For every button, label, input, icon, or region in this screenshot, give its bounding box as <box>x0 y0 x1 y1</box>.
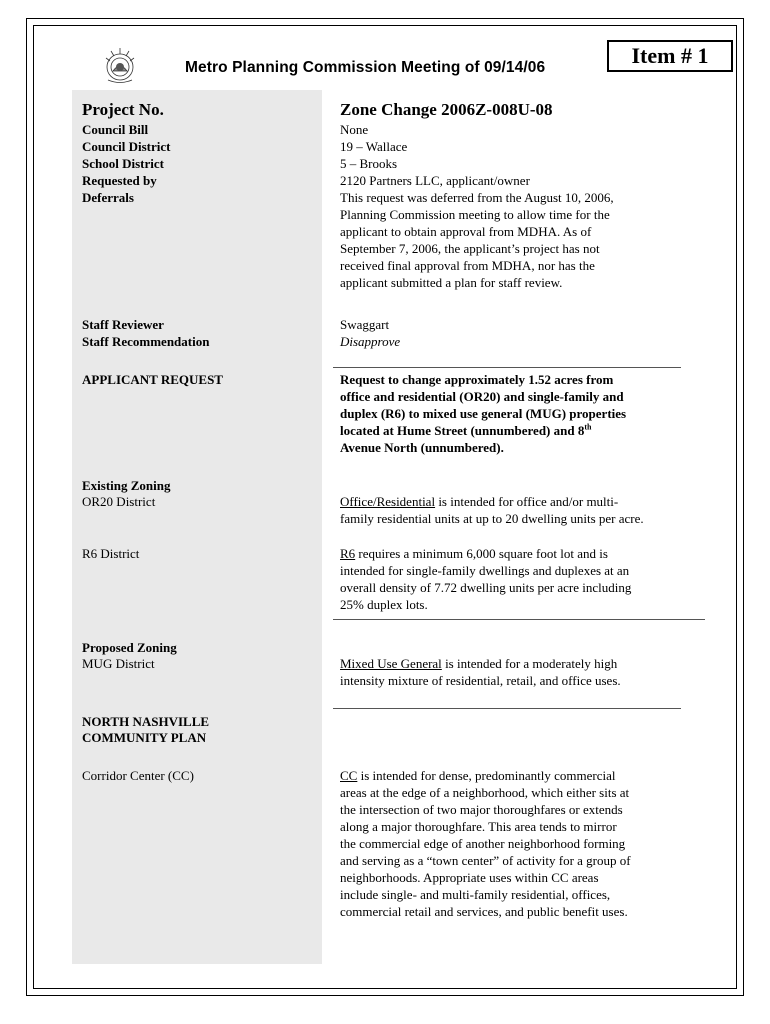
or20-description-line: family residential units at up to 20 dwelling units per acre. <box>340 511 644 526</box>
applicant-request-line: Avenue North (unnumbered). <box>340 440 504 455</box>
corridor-center-label: Corridor Center (CC) <box>82 768 194 783</box>
cc-description-line: CC is intended for dense, predominantly commercial <box>340 768 616 783</box>
ordinal-superscript: th <box>584 422 592 432</box>
r6-description-line: 25% duplex lots. <box>340 597 428 612</box>
cc-description-line: and serving as a “town center” of activity for a group of <box>340 853 631 868</box>
section-divider <box>333 619 705 620</box>
r6-description-line: R6 requires a minimum 6,000 square foot lot and is <box>340 546 608 561</box>
staff-reviewer-label: Staff Reviewer <box>82 317 164 332</box>
council-district-label: Council District <box>82 139 171 154</box>
deferrals-text-line: received final approval from MDHA, nor has the <box>340 258 595 273</box>
or20-description-line: Office/Residential is intended for office and/or multi- <box>340 494 619 509</box>
staff-recommendation-label: Staff Recommendation <box>82 334 210 349</box>
section-divider <box>333 708 681 709</box>
cc-description-line: neighborhoods. Appropriate uses within CC areas <box>340 870 599 885</box>
r6-district-label: R6 District <box>82 546 140 561</box>
meeting-title: Metro Planning Commission Meeting of 09/14/06 <box>185 59 546 76</box>
requested-by-value: 2120 Partners LLC, applicant/owner <box>340 173 530 188</box>
mug-description-line: Mixed Use General is intended for a moderately high <box>340 656 618 671</box>
council-bill-value: None <box>340 122 369 137</box>
mug-term: Mixed Use General <box>340 656 442 671</box>
deferrals-text-line: September 7, 2006, the applicant’s project has not <box>340 241 600 256</box>
cc-description-line: include single- and multi-family residential, offices, <box>340 887 611 902</box>
cc-description-line: the intersection of two major thoroughfares or extends <box>340 802 623 817</box>
item-number-badge: Item # 1 <box>607 40 733 72</box>
or20-term: Office/Residential <box>340 494 436 509</box>
applicant-request-line: located at Hume Street (unnumbered) and 8th <box>340 422 592 438</box>
staff-recommendation-value: Disapprove <box>340 334 401 349</box>
deferrals-text-line: This request was deferred from the August 10, 2006, <box>340 190 614 205</box>
r6-description-line: intended for single-family dwellings and duplexes at an <box>340 563 630 578</box>
council-district-value: 19 – Wallace <box>340 139 408 154</box>
requested-by-label: Requested by <box>82 173 157 188</box>
metro-seal-icon <box>100 45 140 85</box>
cc-description-line: the commercial edge of another neighborhood forming <box>340 836 626 851</box>
cc-description-line: along a major thoroughfare. This area tends to mirror <box>340 819 617 834</box>
deferrals-text-line: Planning Commission meeting to allow time for the <box>340 207 610 222</box>
applicant-request-line: duplex (R6) to mixed use general (MUG) properties <box>340 406 627 421</box>
r6-term: R6 <box>340 546 356 561</box>
proposed-zoning-label: Proposed Zoning <box>82 640 177 655</box>
cc-description-line: commercial retail and services, and public benefit uses. <box>340 904 628 919</box>
deferrals-label: Deferrals <box>82 190 134 205</box>
cc-description-line: areas at the edge of a neighborhood, which either sits at <box>340 785 630 800</box>
section-divider <box>333 367 681 368</box>
deferrals-text-line: applicant to obtain approval from MDHA. As of <box>340 224 592 239</box>
project-no-label: Project No. <box>82 100 164 119</box>
staff-reviewer-value: Swaggart <box>340 317 390 332</box>
school-district-value: 5 – Brooks <box>340 156 398 171</box>
applicant-request-line: Request to change approximately 1.52 acres from <box>340 372 614 387</box>
label-column-shading <box>72 90 322 964</box>
cc-term: CC <box>340 768 358 783</box>
school-district-label: School District <box>82 156 164 171</box>
community-plan-label: NORTH NASHVILLE <box>82 714 210 729</box>
project-no-value: Zone Change 2006Z-008U-08 <box>340 100 553 119</box>
community-plan-label: COMMUNITY PLAN <box>82 730 207 745</box>
council-bill-label: Council Bill <box>82 122 149 137</box>
mug-description-line: intensity mixture of residential, retail, and office uses. <box>340 673 621 688</box>
applicant-request-label: APPLICANT REQUEST <box>82 372 223 387</box>
mug-district-label: MUG District <box>82 656 155 671</box>
r6-description-line: overall density of 7.72 dwelling units per acre including <box>340 580 632 595</box>
or20-district-label: OR20 District <box>82 494 156 509</box>
applicant-request-line: office and residential (OR20) and single-family and <box>340 389 624 404</box>
deferrals-text-line: applicant submitted a plan for staff review. <box>340 275 563 290</box>
existing-zoning-label: Existing Zoning <box>82 478 171 493</box>
